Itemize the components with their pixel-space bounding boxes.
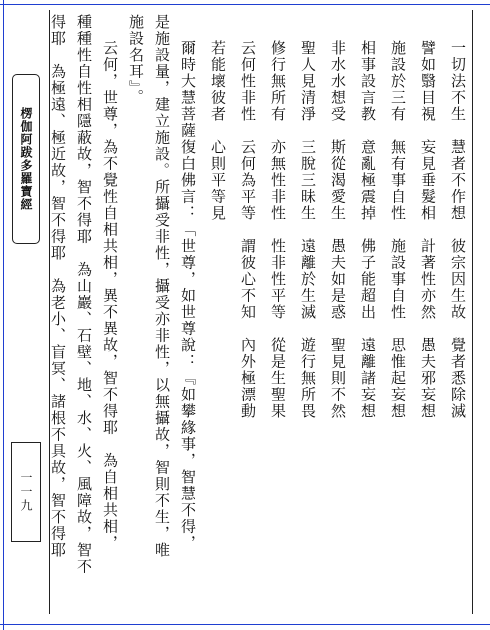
- prose-line: 施設名耳』。: [127, 14, 145, 106]
- page-frame-left: [3, 0, 4, 630]
- verse-line: 云何性非性 云何為平等 謂彼心不知 內外極漂動: [239, 40, 257, 420]
- scripture-text: [49, 14, 468, 618]
- page-frame-top: [0, 4, 490, 5]
- verse-line: 相事設言教 意亂極震掉 佛子能超出 遠離諸妄想: [359, 40, 377, 420]
- verse-line: 施設於三有 無有事自性 施設事自性 思惟起妄想: [389, 40, 407, 420]
- book-title: 楞伽阿跋多羅寶經: [12, 74, 40, 244]
- page-frame-bottom: [0, 624, 490, 625]
- prose-line: 得耶 為極遠、極近故，智不得耶 為老小、盲冥、諸根不具故，智不得耶: [49, 14, 67, 559]
- verse-line: 聖人見清淨 三脫三昧生 遠離於生滅 遊行無所畏: [299, 40, 317, 420]
- prose-line: 是施設量，建立施設。所攝受非性，攝受亦非性，以無攝故，智則不生，唯: [153, 14, 171, 559]
- verse-line: 修行無所有 亦無性非性 性非性平等 從是生聖果: [269, 40, 287, 420]
- prose-line: 爾時大慧菩薩復白佛言：「世尊，如世尊說：『如攀緣事，智慧不得，: [179, 40, 197, 552]
- verse-line: 非水水想受 斯從渴愛生 愚夫如是惑 聖見則不然: [329, 40, 347, 420]
- prose-line: 種種性自性相隱蔽故，智不得耶 為山巖、石壁、地、水、火、風障故，智不: [75, 14, 93, 575]
- page-number: 一一九: [11, 442, 41, 542]
- verse-line: 譬如翳目視 妄見垂髮相 計著性亦然 愚夫邪妄想: [419, 40, 437, 420]
- prose-line: 云何，世尊，為不覺性自相共相，異不異故，智不得耶 為自相共相，: [101, 40, 119, 552]
- verse-line: 若能壞彼者 心則平等見: [209, 40, 227, 222]
- margin-rule-right: [472, 10, 473, 614]
- verse-line: 一切法不生 慧者不作想 彼宗因生故 覺者悉除滅: [449, 40, 467, 420]
